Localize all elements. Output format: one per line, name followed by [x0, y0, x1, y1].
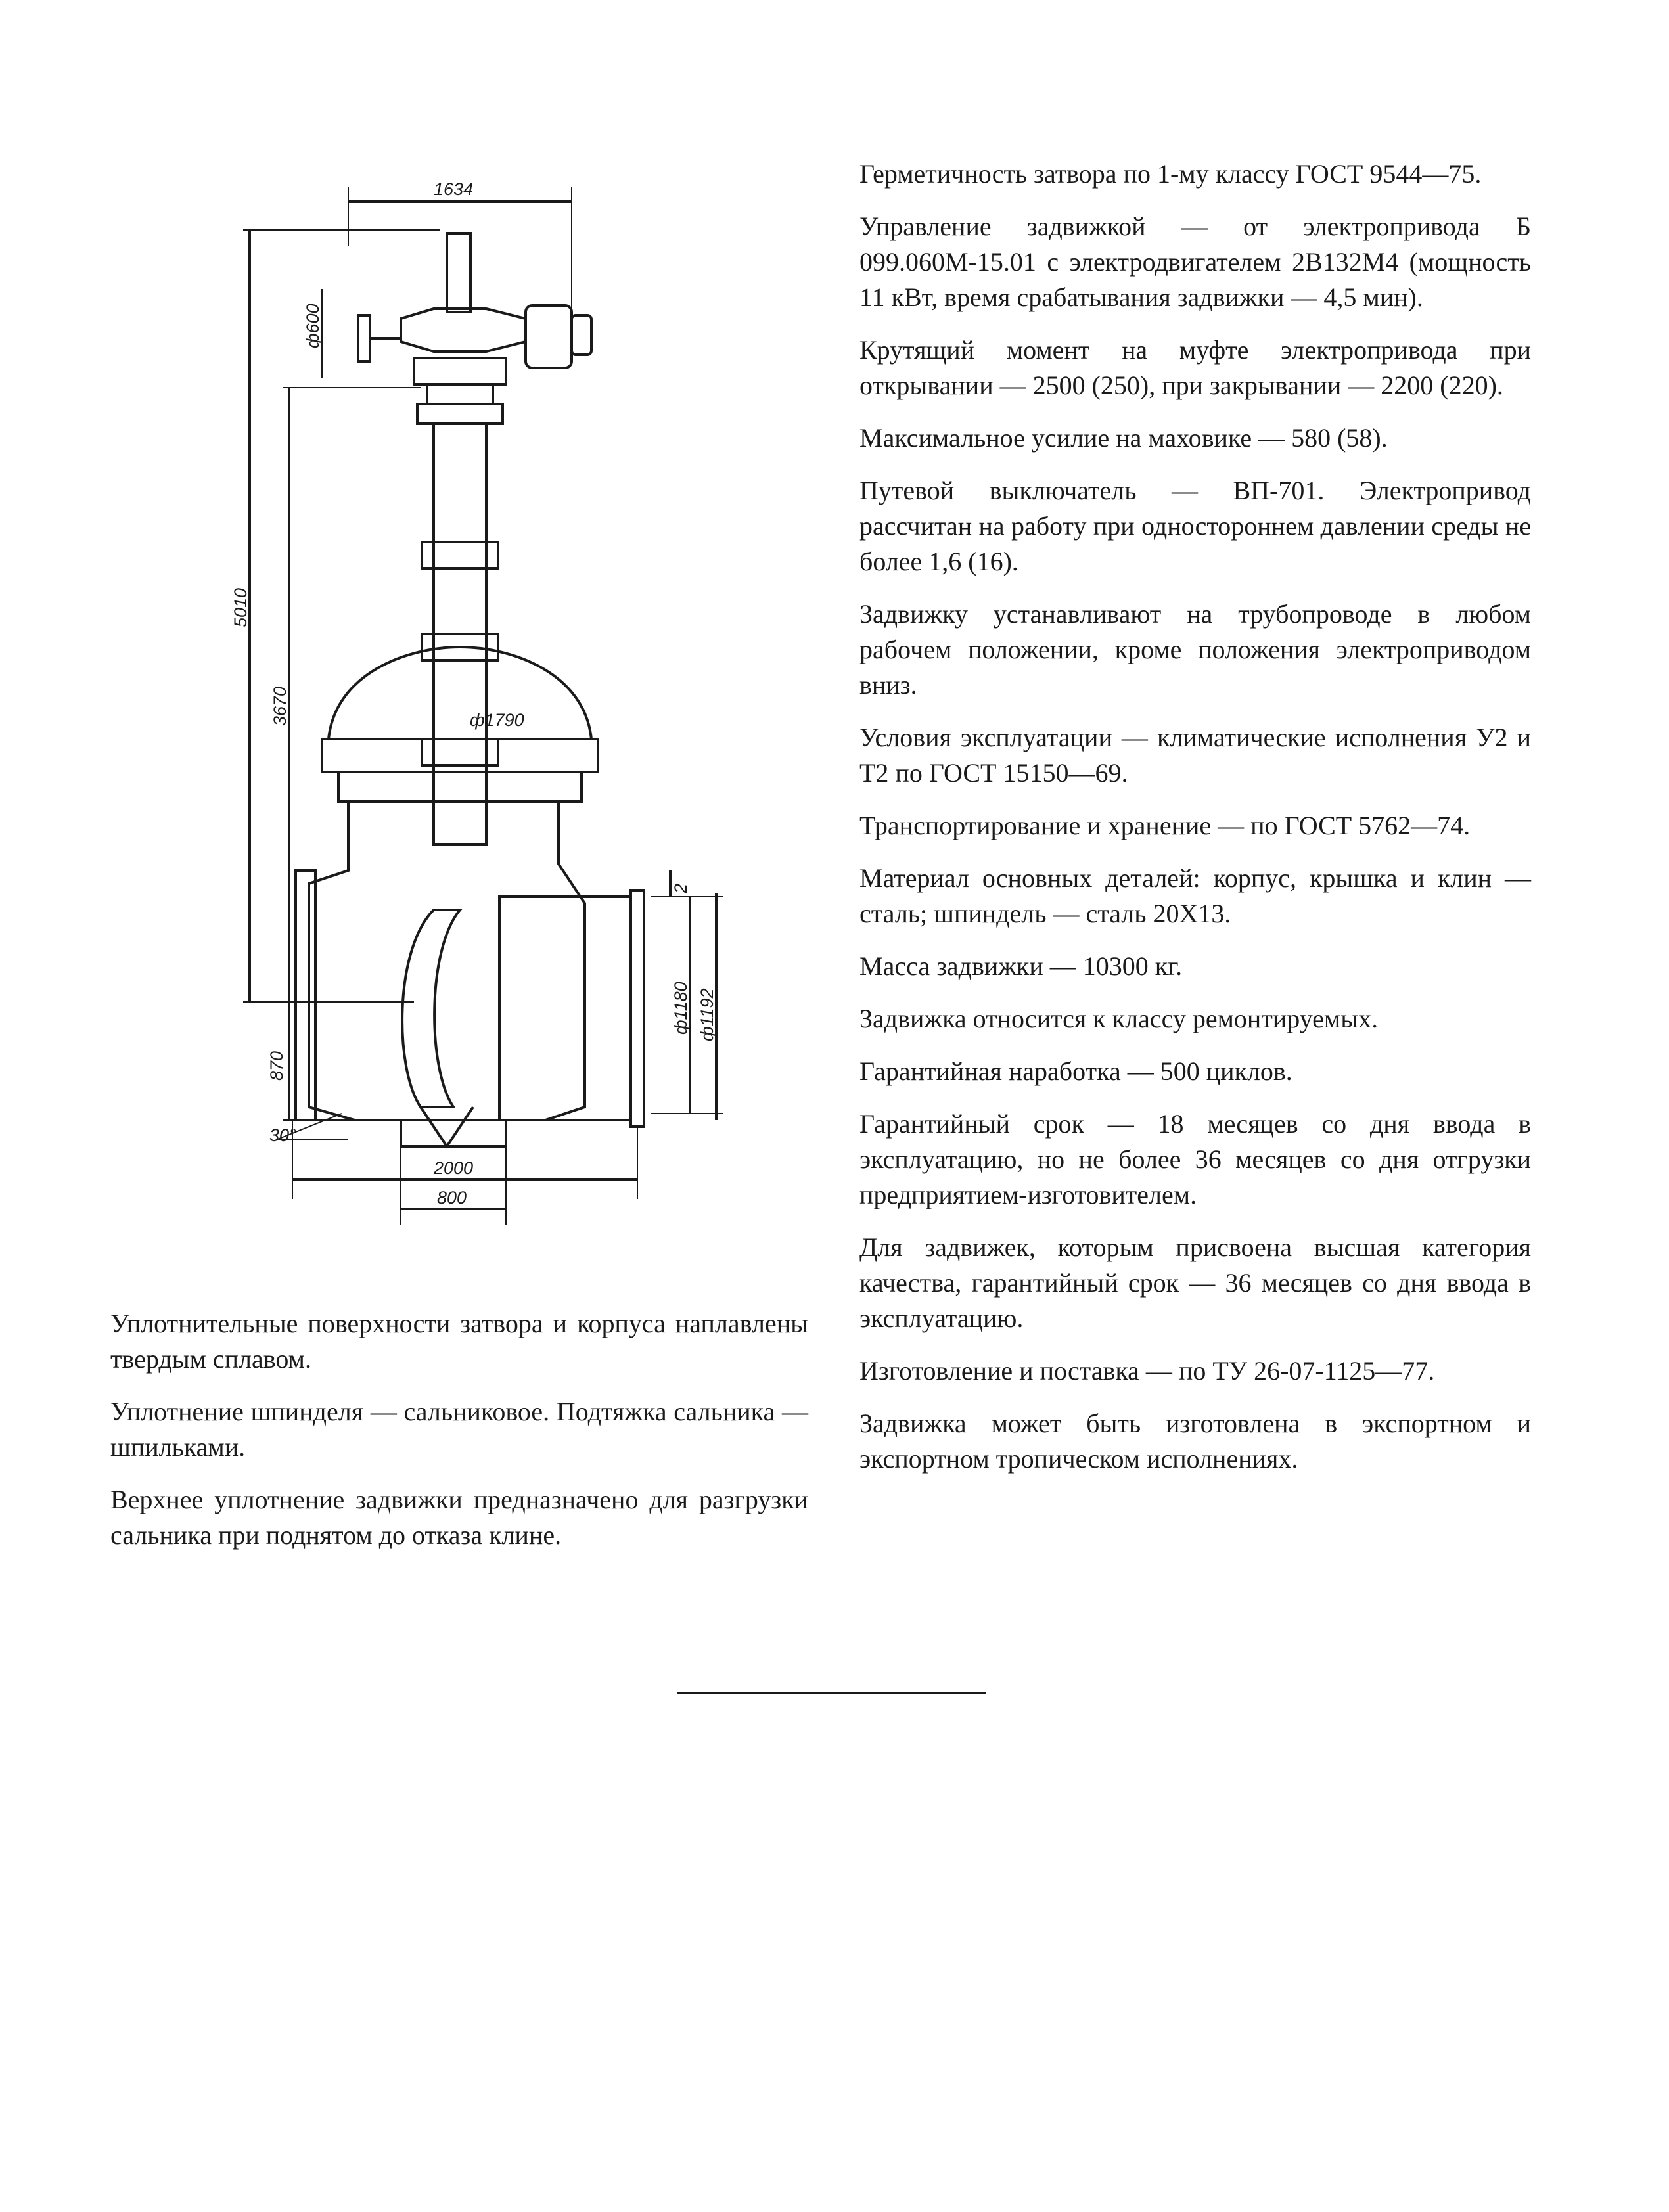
section-divider [677, 1692, 986, 1694]
paragraph: Гарантийный срок — 18 месяцев со дня ввода в эксплуатацию, но не более 36 месяцев со дня отгрузки предприятием-изготовителем. [859, 1109, 1531, 1209]
dim-handwheel-dia: ф600 [303, 304, 323, 348]
dim-height-upper: 3670 [270, 686, 290, 726]
paragraph: Путевой выключатель — ВП-701. Электропривод рассчитан на работу при одностороннем давлении среды не более 1,6 (16). [859, 476, 1531, 576]
paragraph: Верхнее уплотнение задвижки предназначено для разгрузки сальника при поднятом до отказа клине. [110, 1485, 808, 1550]
dim-face-to-face: 2000 [434, 1158, 474, 1178]
paragraph: Гарантийная наработка — 500 циклов. [859, 1056, 1292, 1086]
paragraph: Уплотнение шпинделя — сальниковое. Подтяжка сальника — шпильками. [110, 1397, 808, 1462]
dim-bore-dia: ф1180 [671, 982, 691, 1035]
paragraph: Герметичность затвора по 1-му классу ГОСТ 9544—75. [859, 159, 1482, 189]
paragraph: Максимальное усилие на маховике — 580 (58). [859, 423, 1388, 453]
paragraph: Для задвижек, которым присвоена высшая категория качества, гарантийный срок — 36 месяцев со дня ввода в эксплуатацию. [859, 1232, 1531, 1333]
paragraph: Условия эксплуатации — климатические исполнения У2 и Т2 по ГОСТ 15150—69. [859, 723, 1531, 788]
dim-flange-dia: ф1192 [697, 988, 717, 1041]
valve-drawing [217, 174, 769, 1225]
paragraph: Транспортирование и хранение — по ГОСТ 5762—74. [859, 811, 1471, 840]
paragraph: Уплотнительные поверхности затвора и корпуса наплавлены твердым сплавом. [110, 1309, 808, 1374]
paragraph: Задвижку устанавливают на трубопроводе в любом рабочем положении, кроме положения электроприводом вниз. [859, 599, 1531, 700]
paragraph: Масса задвижки — 10300 кг. [859, 951, 1183, 981]
dim-bonnet-dia: ф1790 [470, 710, 524, 730]
left-column [110, 1306, 808, 1570]
dim-angle: 30° [269, 1125, 296, 1145]
paragraph: Изготовление и поставка — по ТУ 26-07-1125—77. [859, 1356, 1435, 1386]
paragraph: Управление задвижкой — от электропривода Б 099.060М-15.01 с электродвигателем 2В132М4 (мощность 11 кВт, время срабатывания задвижки — 4,5 мин). [859, 212, 1531, 312]
right-column [859, 156, 1531, 1494]
dim-base-width: 800 [437, 1188, 467, 1208]
dim-width-top: 1634 [434, 179, 474, 199]
dim-total-height: 5010 [231, 587, 250, 627]
paragraph: Материал основных деталей: корпус, крышка и клин — сталь; шпиндель — сталь 20Х13. [859, 863, 1531, 928]
dim-height-lower: 870 [267, 1050, 286, 1081]
paragraph: Задвижка может быть изготовлена в экспортном и экспортном тропическом исполнениях. [859, 1409, 1531, 1474]
paragraph: Задвижка относится к классу ремонтируемых. [859, 1004, 1379, 1033]
paragraph: Крутящий момент на муфте электропривода при открывании — 2500 (250), при закрывании — 2200 (220). [859, 335, 1531, 400]
dim-seal-offset: 2 [671, 883, 691, 893]
